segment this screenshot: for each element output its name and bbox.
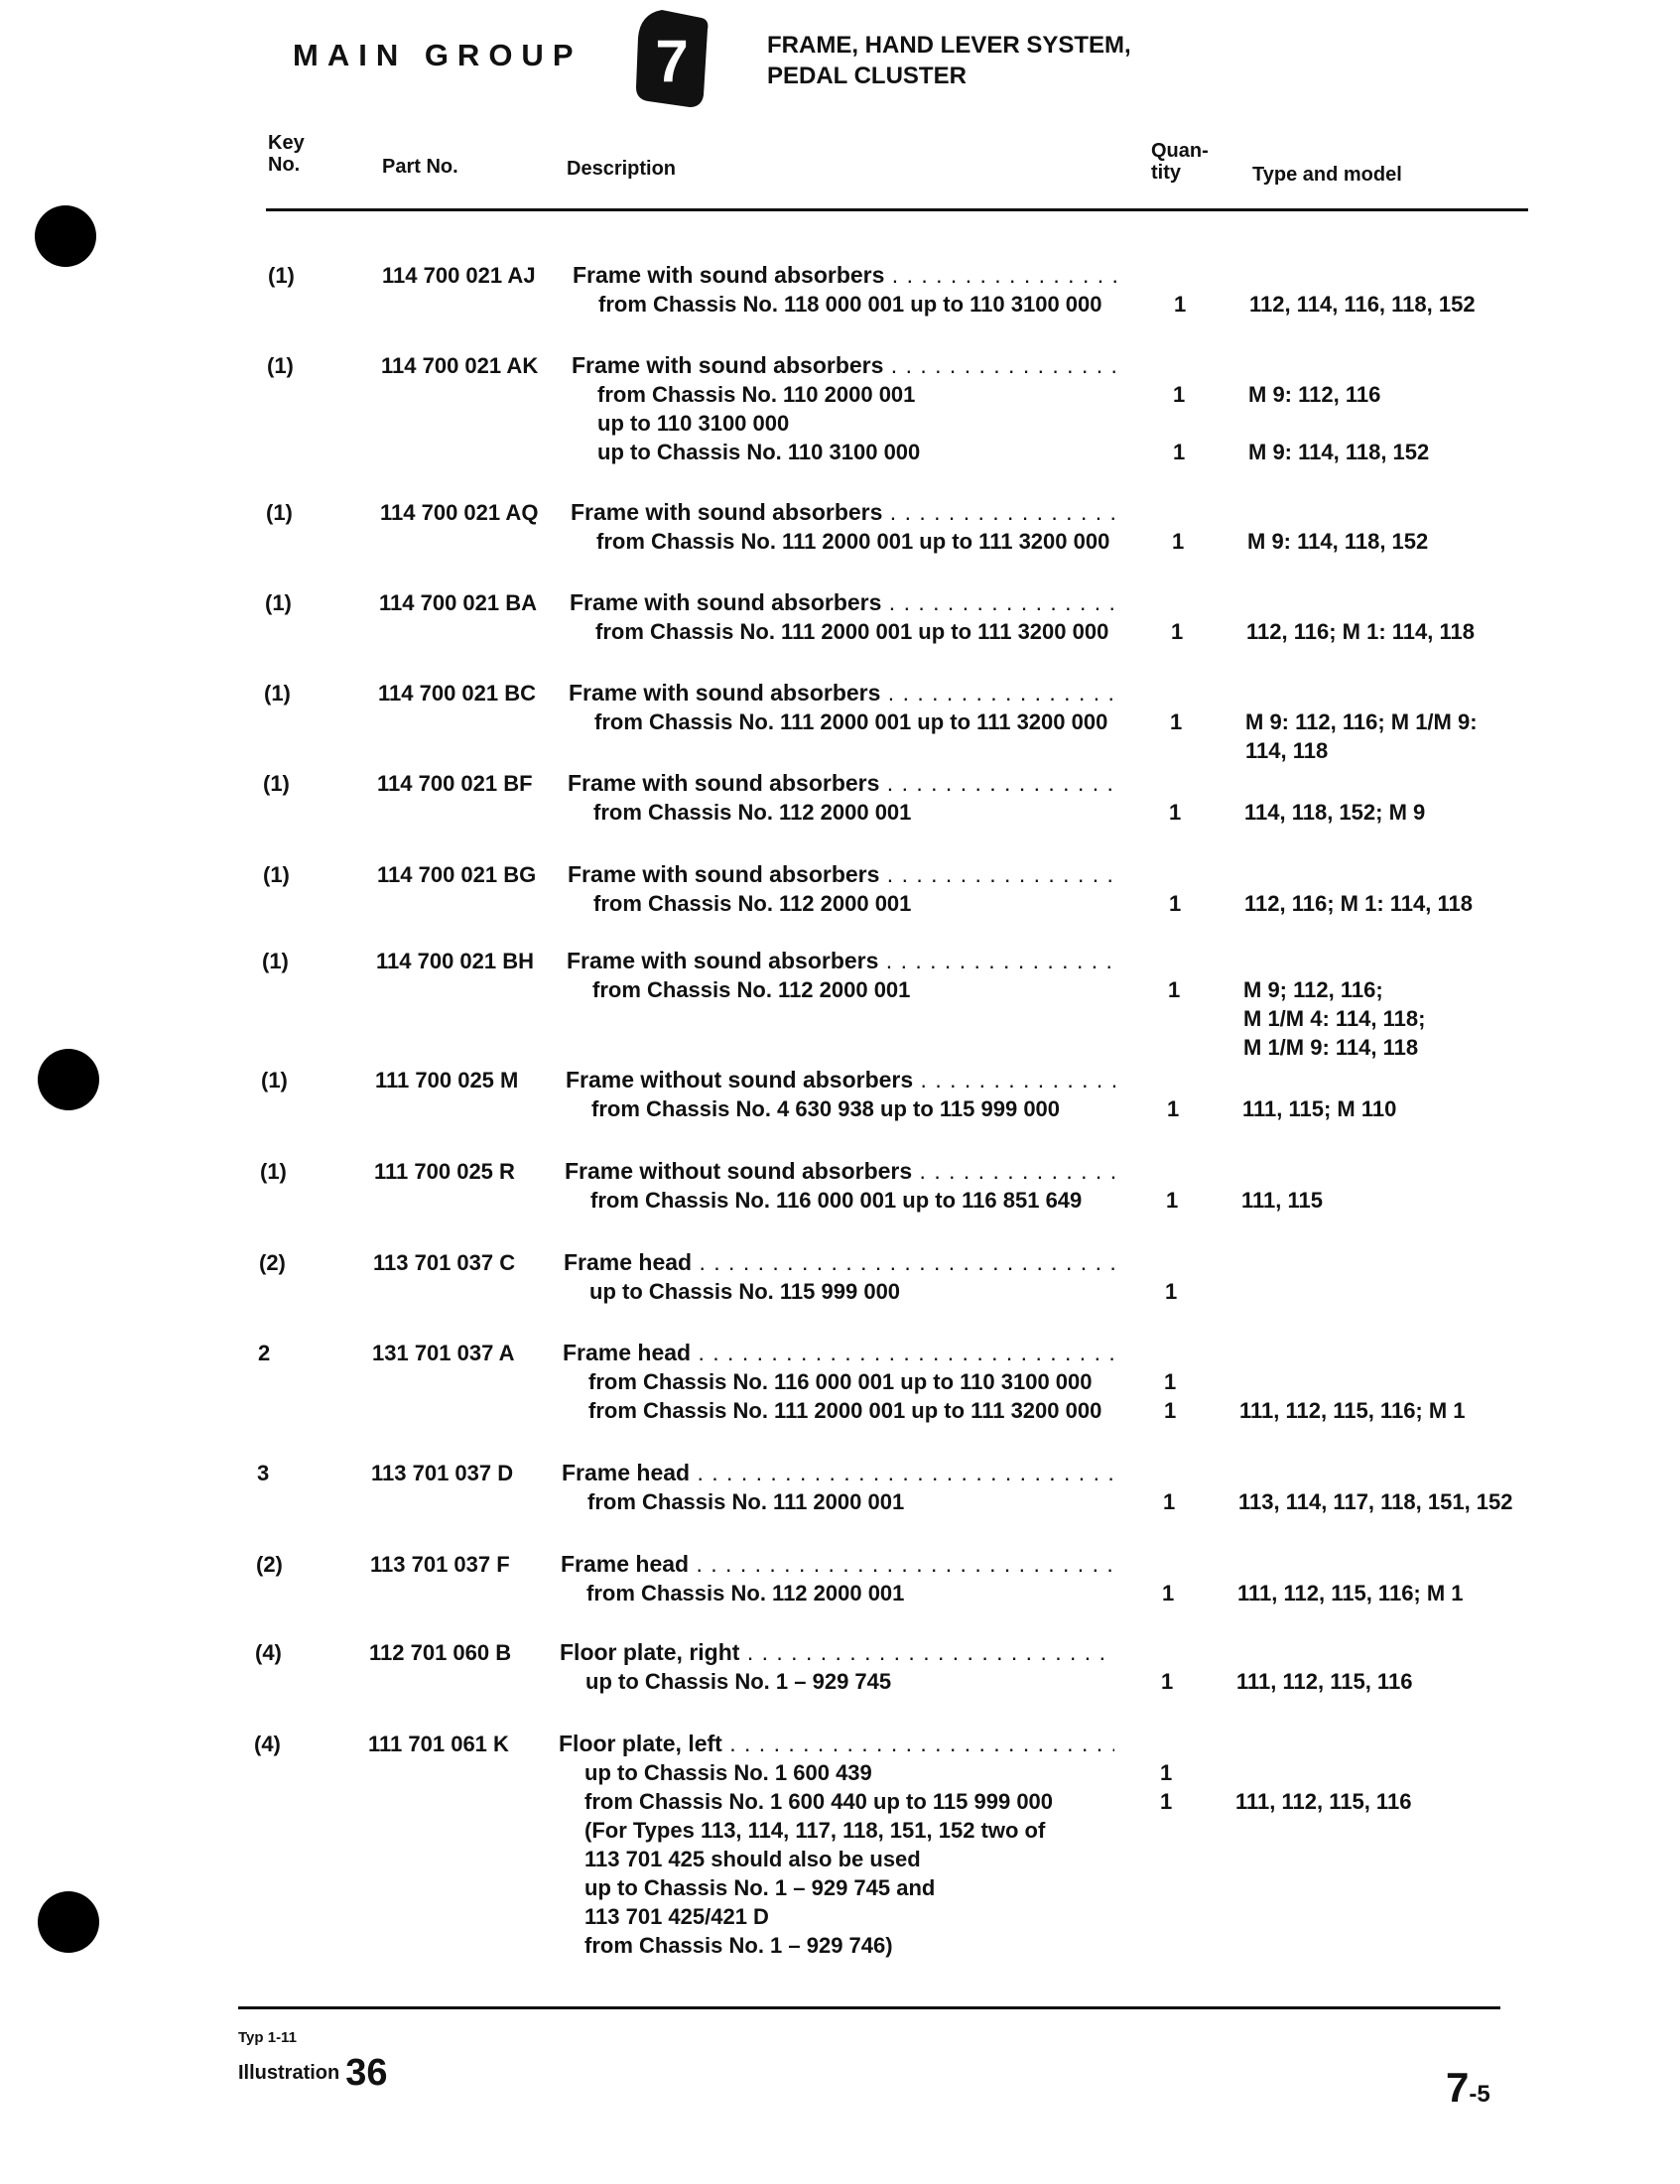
type-and-model-column	[1235, 1730, 1411, 1816]
description	[560, 1638, 1115, 1696]
quantity: 1	[1173, 440, 1186, 464]
type-and-model-column	[1249, 261, 1476, 319]
description-line: from Chassis No. 111 2000 001 up to 111 3200 000	[596, 529, 1110, 554]
type-and-model-column	[1244, 769, 1425, 827]
description-title: Frame without sound absorbers . . .	[566, 1066, 1121, 1094]
illustration-label: Illustration	[238, 2062, 340, 2084]
key-no: (1)	[263, 862, 290, 887]
type-and-model-column	[1247, 498, 1428, 556]
description	[568, 769, 1123, 827]
description-line: from Chassis No. 116 000 001 up to 116 851 649	[590, 1188, 1083, 1213]
page-number-main: 7	[1446, 2064, 1470, 2111]
quantity-column	[1169, 769, 1181, 827]
quantity-column	[1172, 498, 1184, 556]
description	[571, 498, 1126, 556]
description-line: 113 701 425/421 D	[584, 1904, 769, 1929]
quantity-column	[1173, 351, 1185, 466]
description-title: Frame with sound absorbers . . .	[573, 261, 1128, 290]
group-number: 7	[655, 28, 689, 94]
description-line: (For Types 113, 114, 117, 118, 151, 152 two of	[584, 1818, 1046, 1843]
description	[564, 1248, 1119, 1306]
quantity: 1	[1161, 1669, 1174, 1694]
quantity-column	[1166, 1157, 1178, 1215]
description-title: Frame with sound absorbers . . .	[571, 498, 1126, 527]
type-and-model-column	[1237, 1550, 1464, 1607]
description	[572, 351, 1127, 466]
type-and-model: M 1/M 4: 114, 118;	[1243, 1006, 1426, 1031]
part-no: 113 701 037 F	[370, 1552, 510, 1577]
part-no: 114 700 021 AQ	[380, 500, 539, 525]
description-title: Frame head . . .	[563, 1339, 1118, 1367]
quantity: 1	[1169, 891, 1182, 916]
key-no: (2)	[259, 1250, 286, 1275]
illustration-number: 36	[345, 2052, 388, 2094]
type-and-model-column	[1243, 947, 1425, 1062]
column-header-part-no: Part No.	[382, 156, 458, 178]
quantity: 1	[1160, 1789, 1173, 1814]
type-and-model: M 9; 112, 116;	[1243, 977, 1383, 1002]
key-no: (4)	[254, 1732, 281, 1756]
quantity: 1	[1167, 1096, 1180, 1121]
quantity-column	[1165, 1248, 1177, 1306]
type-and-model-column	[1242, 1066, 1396, 1123]
type-and-model: 113, 114, 117, 118, 151, 152	[1238, 1489, 1513, 1514]
quantity-column	[1174, 261, 1186, 319]
description-line: from Chassis No. 4 630 938 up to 115 999 000	[591, 1096, 1061, 1121]
part-no: 113 701 037 D	[371, 1461, 514, 1485]
description	[570, 588, 1125, 646]
description-line: from Chassis No. 111 2000 001	[587, 1489, 905, 1514]
quantity: 1	[1164, 1369, 1177, 1394]
quantity-column	[1168, 947, 1180, 1004]
quantity: 1	[1174, 292, 1187, 317]
description-line: up to 110 3100 000	[597, 411, 790, 436]
type-and-model: M 9: 114, 118, 152	[1247, 529, 1429, 554]
key-no: (1)	[263, 771, 290, 796]
quantity: 1	[1165, 1279, 1178, 1304]
column-header-quantity: Quan- tity	[1151, 140, 1209, 184]
description-line: 113 701 425 should also be used	[584, 1847, 921, 1871]
description-title: Frame without sound absorbers . . .	[565, 1157, 1120, 1186]
quantity: 1	[1163, 1489, 1176, 1514]
description	[559, 1730, 1114, 1960]
description-line: from Chassis No. 111 2000 001 up to 111 3200 000	[588, 1398, 1102, 1423]
type-and-model: 111, 112, 115, 116	[1235, 1789, 1412, 1814]
quantity-column	[1164, 1339, 1176, 1425]
type-and-model: 111, 112, 115, 116; M 1	[1239, 1398, 1466, 1423]
type-and-model-column	[1244, 860, 1473, 918]
key-no: (1)	[266, 500, 293, 525]
description-title: Frame with sound absorbers . . .	[570, 588, 1125, 617]
description-line: from Chassis No. 112 2000 001	[586, 1581, 905, 1606]
key-no: 3	[257, 1461, 270, 1485]
description-line: from Chassis No. 118 000 001 up to 110 3100 000	[598, 292, 1102, 317]
footer-rule	[238, 2006, 1500, 2009]
key-no: (1)	[264, 681, 291, 706]
description-line: up to Chassis No. 1 – 929 745 and	[584, 1875, 936, 1900]
quantity: 1	[1168, 977, 1181, 1002]
type-and-model	[1239, 1367, 1466, 1396]
quantity: 1	[1172, 529, 1185, 554]
part-no: 114 700 021 BH	[376, 949, 535, 973]
part-no: 111 700 025 R	[374, 1159, 515, 1184]
description	[568, 860, 1123, 918]
part-no: 114 700 021 BF	[377, 771, 533, 796]
part-no: 114 700 021 AJ	[382, 263, 536, 288]
key-no: 2	[258, 1341, 271, 1365]
quantity: 1	[1169, 800, 1182, 825]
type-and-model: 111, 112, 115, 116	[1236, 1669, 1413, 1694]
page-number-sub: -5	[1469, 2081, 1490, 2108]
description-line: up to Chassis No. 1 – 929 745	[585, 1669, 892, 1694]
type-and-model: M 1/M 9: 114, 118	[1243, 1035, 1419, 1060]
quantity-column	[1163, 1459, 1175, 1516]
part-no: 114 700 021 BA	[379, 590, 538, 615]
description-line: from Chassis No. 111 2000 001 up to 111 3200 000	[594, 709, 1108, 734]
part-no: 114 700 021 AK	[381, 353, 539, 378]
type-and-model: 114, 118	[1245, 738, 1329, 763]
type-and-model: 112, 116; M 1: 114, 118	[1244, 891, 1473, 916]
quantity: 1	[1170, 709, 1183, 734]
key-no: (1)	[267, 353, 294, 378]
section-title-line: FRAME, HAND LEVER SYSTEM,	[767, 32, 1131, 59]
type-and-model	[1248, 409, 1429, 438]
description	[561, 1550, 1116, 1607]
type-and-model-column	[1246, 588, 1475, 646]
type-and-model: 114, 118, 152; M 9	[1244, 800, 1426, 825]
column-header-key-no: Key No.	[268, 132, 305, 176]
quantity: 1	[1162, 1581, 1175, 1606]
description-line: from Chassis No. 1 – 929 746)	[584, 1933, 893, 1958]
description-line: up to Chassis No. 1 600 439	[584, 1760, 872, 1785]
quantity-column	[1167, 1066, 1179, 1123]
key-no: (1)	[265, 590, 292, 615]
section-title-line: PEDAL CLUSTER	[767, 63, 967, 89]
main-group-label: MAIN GROUP	[293, 38, 582, 72]
quantity	[1173, 409, 1185, 438]
part-no: 131 701 037 A	[372, 1341, 515, 1365]
description-line: from Chassis No. 110 2000 001	[597, 382, 916, 407]
quantity-column	[1171, 588, 1183, 646]
type-and-model: M 9: 114, 118, 152	[1248, 440, 1430, 464]
description	[562, 1459, 1117, 1516]
quantity-column	[1170, 679, 1182, 736]
type-and-model: 111, 115	[1241, 1188, 1323, 1213]
description-title: Frame head . . .	[562, 1459, 1117, 1487]
part-no: 113 701 037 C	[373, 1250, 516, 1275]
description	[573, 261, 1128, 319]
type-and-model	[1235, 1758, 1411, 1787]
key-no: (1)	[268, 263, 295, 288]
description-title: Frame with sound absorbers . . .	[568, 769, 1123, 798]
quantity: 1	[1171, 619, 1184, 644]
part-no: 112 701 060 B	[369, 1640, 512, 1665]
type-and-model-column	[1239, 1339, 1466, 1425]
key-no: (4)	[255, 1640, 282, 1665]
description-line: from Chassis No. 116 000 001 up to 110 3100 000	[588, 1369, 1093, 1394]
description-title: Frame with sound absorbers . . .	[569, 679, 1124, 707]
type-and-model: M 9: 112, 116; M 1/M 9:	[1245, 709, 1478, 734]
type-and-model-column	[1248, 351, 1429, 466]
page-number	[1446, 2064, 1490, 2112]
type-and-model: 112, 116; M 1: 114, 118	[1246, 619, 1475, 644]
quantity-column	[1162, 1550, 1174, 1607]
type-and-model-column	[1241, 1157, 1323, 1215]
description-line: up to Chassis No. 115 999 000	[589, 1279, 901, 1304]
description	[567, 947, 1122, 1004]
quantity: 1	[1173, 382, 1186, 407]
part-no: 111 700 025 M	[375, 1068, 519, 1092]
quantity-column	[1160, 1730, 1172, 1816]
key-no: (2)	[256, 1552, 283, 1577]
type-and-model: 111, 115; M 110	[1242, 1096, 1397, 1121]
key-no: (1)	[261, 1068, 288, 1092]
part-no: 114 700 021 BC	[378, 681, 537, 706]
description	[566, 1066, 1121, 1123]
quantity-column	[1161, 1638, 1173, 1696]
description-title: Frame head . . .	[561, 1550, 1116, 1579]
type-and-model: M 9: 112, 116	[1248, 382, 1381, 407]
footer-illustration	[238, 2052, 388, 2095]
type-and-model-column	[1238, 1459, 1513, 1516]
description-title: Frame with sound absorbers . . .	[568, 860, 1123, 889]
description-line: from Chassis No. 112 2000 001	[592, 977, 911, 1002]
description-line: from Chassis No. 112 2000 001	[593, 891, 912, 916]
part-no: 114 700 021 BG	[377, 862, 537, 887]
key-no: (1)	[262, 949, 289, 973]
key-no: (1)	[260, 1159, 287, 1184]
description-title: Frame with sound absorbers . . .	[572, 351, 1127, 380]
column-header-description: Description	[567, 158, 677, 180]
part-no: 111 701 061 K	[368, 1732, 509, 1756]
quantity: 1	[1166, 1188, 1179, 1213]
description-line: from Chassis No. 111 2000 001 up to 111 3200 000	[595, 619, 1109, 644]
type-and-model-column	[1236, 1638, 1412, 1696]
quantity: 1	[1160, 1760, 1173, 1785]
description-title: Frame with sound absorbers . . .	[567, 947, 1122, 975]
description	[569, 679, 1124, 736]
description-title: Frame head . . .	[564, 1248, 1119, 1277]
description	[563, 1339, 1118, 1425]
description	[565, 1157, 1120, 1215]
type-and-model-column	[1245, 679, 1478, 765]
description-title: Floor plate, right . . .	[560, 1638, 1115, 1667]
type-and-model: 112, 114, 116, 118, 152	[1249, 292, 1476, 317]
description-line: up to Chassis No. 110 3100 000	[597, 440, 921, 464]
footer-type-range: Typ 1-11	[238, 2029, 297, 2046]
description-line: from Chassis No. 1 600 440 up to 115 999 000	[584, 1789, 1054, 1814]
quantity: 1	[1164, 1398, 1177, 1423]
description-line: from Chassis No. 112 2000 001	[593, 800, 912, 825]
column-header-type-and-model: Type and model	[1252, 164, 1402, 186]
type-and-model: 111, 112, 115, 116; M 1	[1237, 1581, 1464, 1606]
description-title: Floor plate, left . . .	[559, 1730, 1114, 1758]
quantity-column	[1169, 860, 1181, 918]
